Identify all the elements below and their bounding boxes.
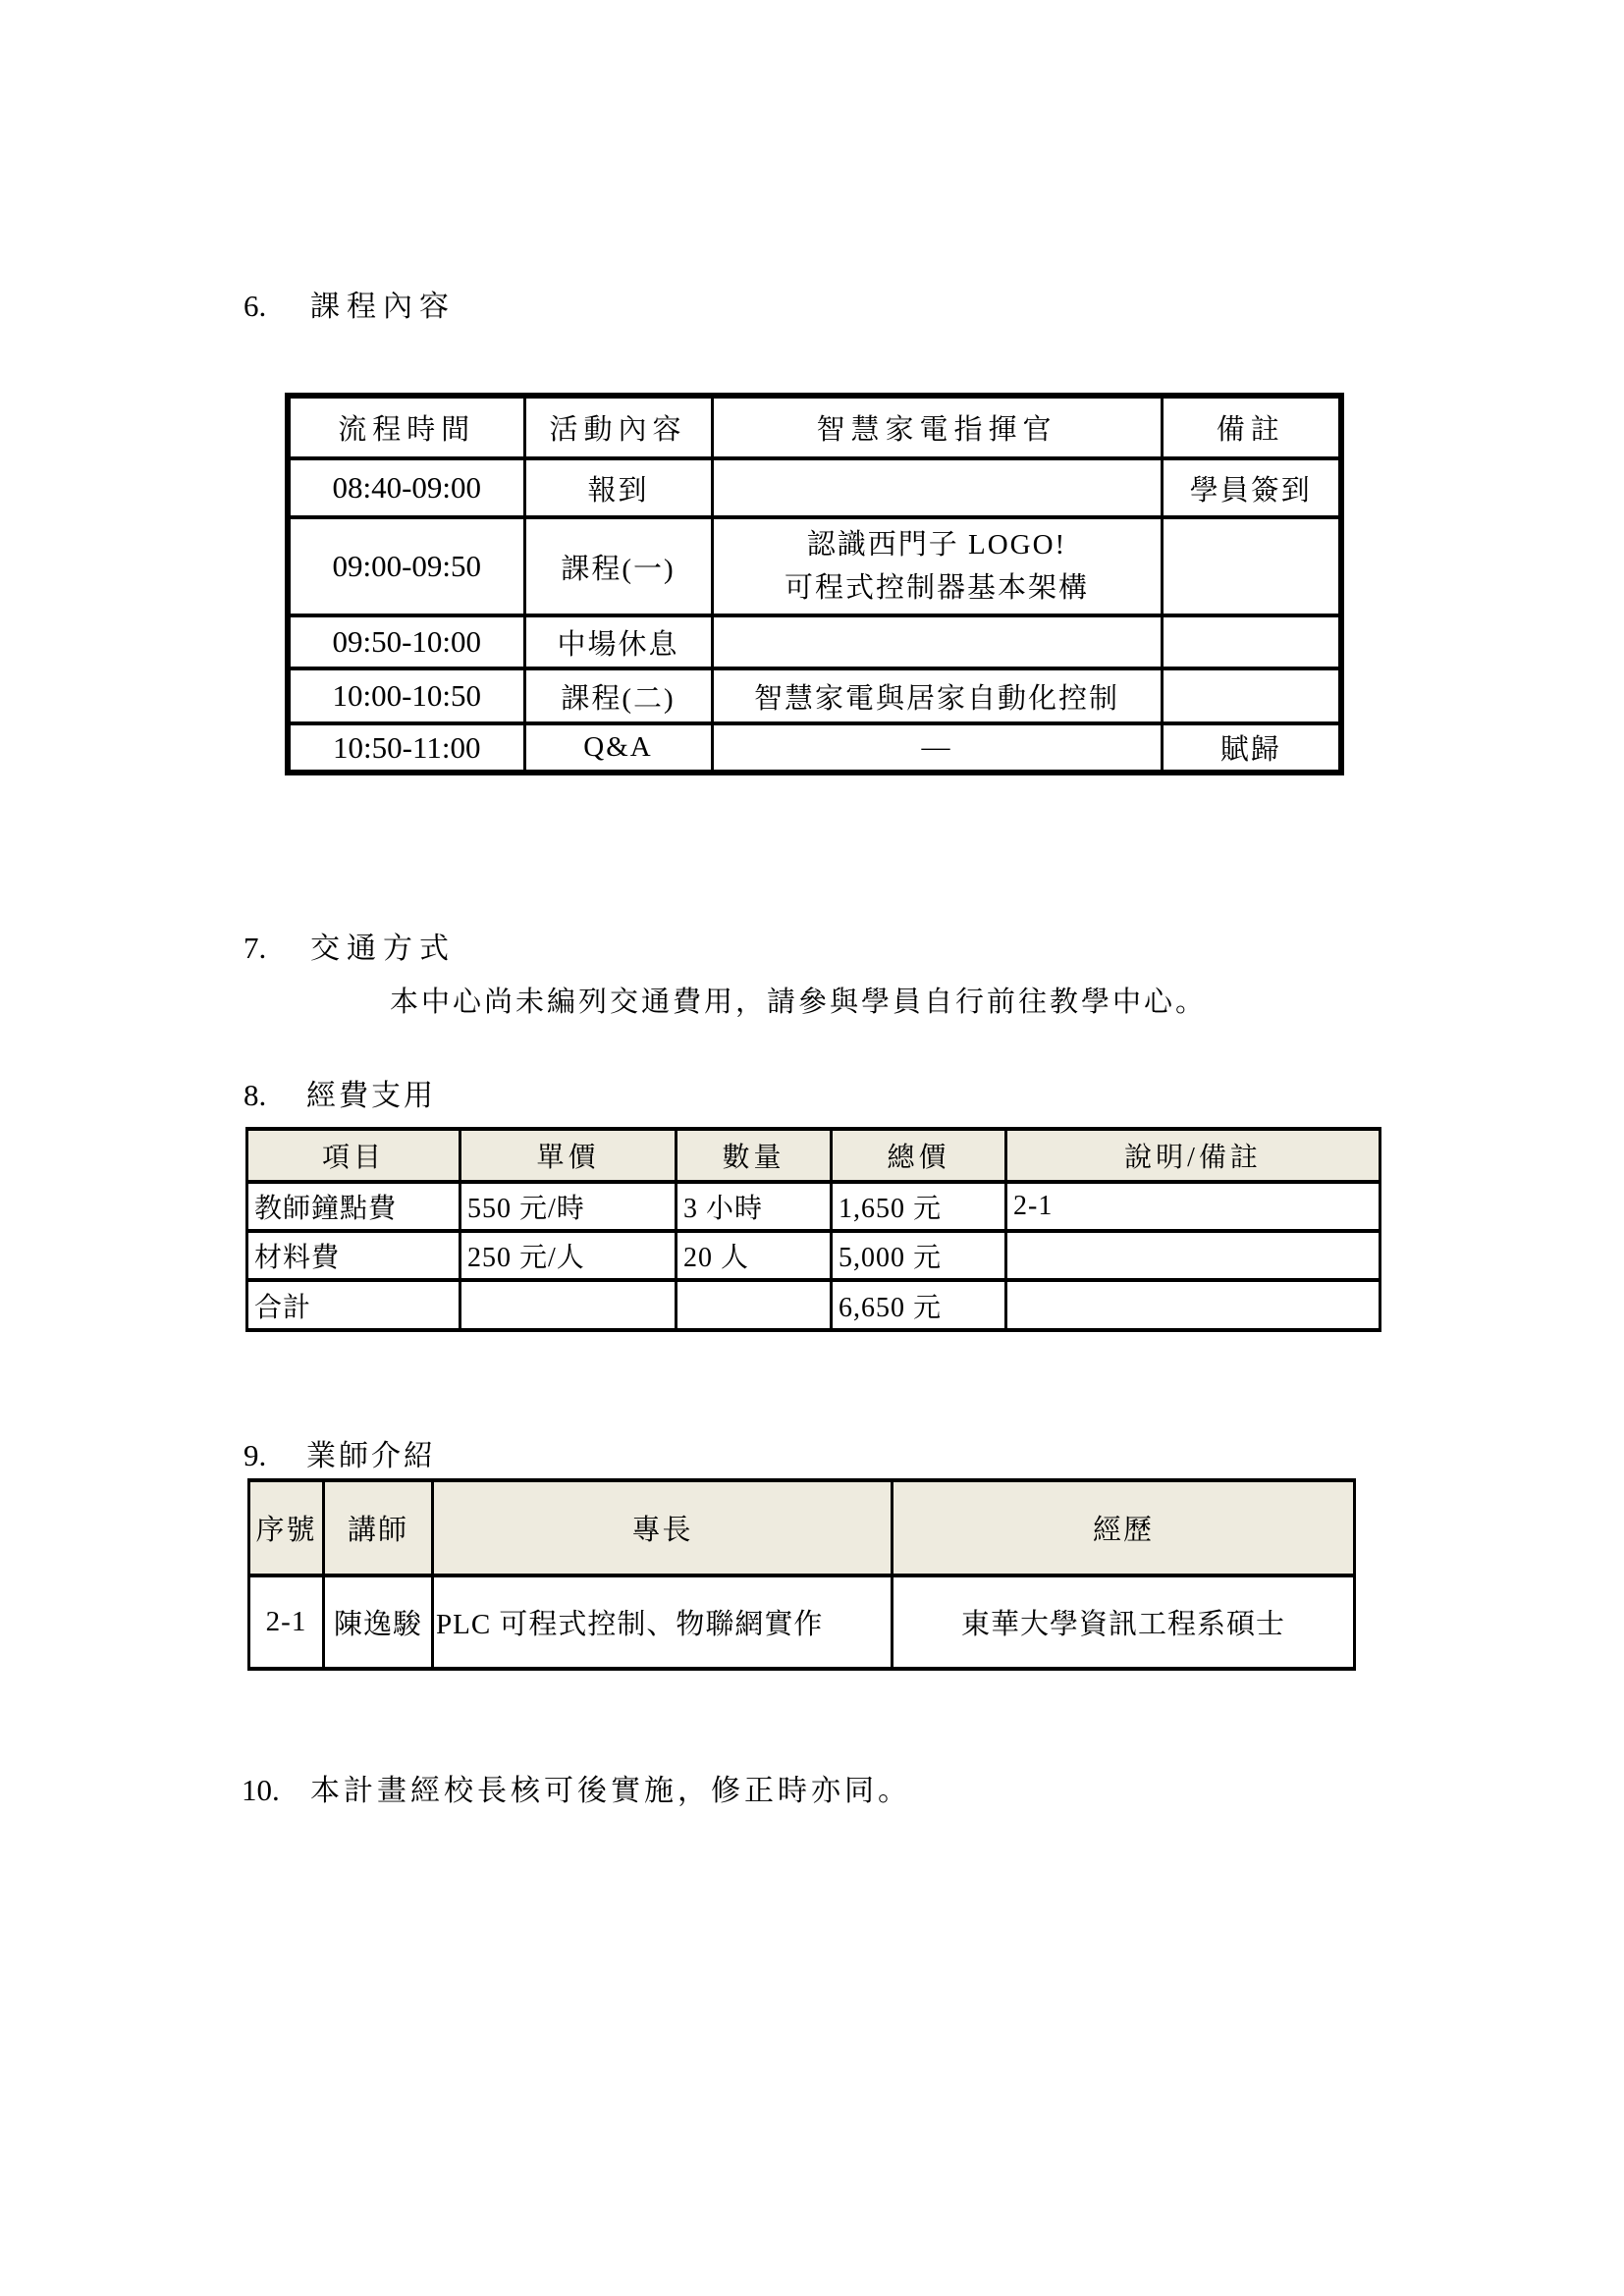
table-row <box>288 458 1341 517</box>
section-7-title: 交通方式 <box>310 933 456 965</box>
cell-time: 09:00-09:50 <box>288 517 524 615</box>
cell-activity: 課程(一) <box>524 517 712 615</box>
instructor-header-experience: 經歷 <box>893 1480 1355 1575</box>
cell-topic <box>712 458 1162 517</box>
cell-id: 2-1 <box>249 1575 324 1669</box>
cell-note <box>1006 1231 1380 1280</box>
cell-activity: 中場休息 <box>524 615 712 668</box>
course-table-header-row <box>288 396 1341 458</box>
course-schedule-table <box>285 393 1344 775</box>
cell-time: 08:40-09:00 <box>288 458 524 517</box>
section-10-line <box>242 1773 911 1809</box>
cell-name: 陳逸駿 <box>324 1575 433 1669</box>
section-7-number: 7. <box>244 931 267 965</box>
course-header-activity: 活動內容 <box>524 396 712 458</box>
instructor-header-id: 序號 <box>249 1480 324 1575</box>
course-header-note: 備註 <box>1162 396 1341 458</box>
cell-quantity: 3 小時 <box>677 1182 832 1231</box>
cell-total: 1,650 元 <box>832 1182 1006 1231</box>
topic-line-2: 可程式控制器基本架構 <box>784 572 1089 604</box>
section-6-number: 6. <box>244 289 267 323</box>
cell-time: 10:50-11:00 <box>288 723 524 773</box>
cell-time: 09:50-10:00 <box>288 615 524 668</box>
cell-note <box>1162 668 1341 723</box>
table-row <box>288 723 1341 773</box>
table-row <box>247 1182 1380 1231</box>
section-8-title: 經費支用 <box>306 1080 436 1112</box>
budget-header-total: 總價 <box>832 1129 1006 1182</box>
section-8-heading <box>244 1078 436 1114</box>
cell-note: 賦歸 <box>1162 723 1341 773</box>
section-9-number: 9. <box>244 1438 267 1472</box>
cell-time: 10:00-10:50 <box>288 668 524 723</box>
cell-quantity <box>677 1280 832 1330</box>
section-9-heading <box>244 1438 436 1474</box>
section-10-text: 本計畫經校長核可後實施，修正時亦同。 <box>310 1775 911 1807</box>
cell-topic: — <box>712 723 1162 773</box>
section-8-number: 8. <box>244 1078 267 1112</box>
course-header-time: 流程時間 <box>288 396 524 458</box>
course-header-topic: 智慧家電指揮官 <box>712 396 1162 458</box>
cell-activity: 課程(二) <box>524 668 712 723</box>
table-row <box>249 1575 1355 1669</box>
table-row <box>247 1280 1380 1330</box>
budget-table <box>245 1127 1381 1332</box>
cell-total: 5,000 元 <box>832 1231 1006 1280</box>
section-6-title: 課程內容 <box>310 291 456 323</box>
section-10-number: 10. <box>242 1773 280 1807</box>
cell-item: 合計 <box>247 1280 460 1330</box>
instructor-header-name: 講師 <box>324 1480 433 1575</box>
section-7-heading <box>244 931 456 967</box>
cell-unit-price <box>460 1280 677 1330</box>
topic-line-1: 認識西門子 LOGO! <box>806 529 1067 561</box>
section-9-title: 業師介紹 <box>306 1440 436 1472</box>
table-row <box>288 668 1341 723</box>
cell-activity: Q&A <box>524 723 712 773</box>
cell-topic <box>712 615 1162 668</box>
cell-activity: 報到 <box>524 458 712 517</box>
instructor-table-header-row <box>249 1480 1355 1575</box>
cell-note: 學員簽到 <box>1162 458 1341 517</box>
budget-header-quantity: 數量 <box>677 1129 832 1182</box>
cell-quantity: 20 人 <box>677 1231 832 1280</box>
table-row <box>247 1231 1380 1280</box>
budget-header-unit-price: 單價 <box>460 1129 677 1182</box>
cell-item: 教師鐘點費 <box>247 1182 460 1231</box>
cell-unit-price: 550 元/時 <box>460 1182 677 1231</box>
cell-note <box>1162 615 1341 668</box>
table-row <box>288 615 1341 668</box>
instructor-table <box>247 1478 1356 1671</box>
cell-total: 6,650 元 <box>832 1280 1006 1330</box>
cell-topic <box>712 517 1162 615</box>
budget-table-header-row <box>247 1129 1380 1182</box>
cell-note: 2-1 <box>1006 1182 1380 1231</box>
table-row <box>288 517 1341 615</box>
cell-unit-price: 250 元/人 <box>460 1231 677 1280</box>
section-6-heading <box>244 289 456 325</box>
cell-experience: 東華大學資訊工程系碩士 <box>893 1575 1355 1669</box>
cell-note <box>1006 1280 1380 1330</box>
cell-specialty: PLC 可程式控制、物聯網實作 <box>433 1575 893 1669</box>
cell-item: 材料費 <box>247 1231 460 1280</box>
section-7-paragraph: 本中心尚未編列交通費用，請參與學員自行前往教學中心。 <box>390 987 1208 1018</box>
instructor-header-specialty: 專長 <box>433 1480 893 1575</box>
budget-header-note: 說明/備註 <box>1006 1129 1380 1182</box>
cell-note <box>1162 517 1341 615</box>
cell-topic: 智慧家電與居家自動化控制 <box>712 668 1162 723</box>
budget-header-item: 項目 <box>247 1129 460 1182</box>
